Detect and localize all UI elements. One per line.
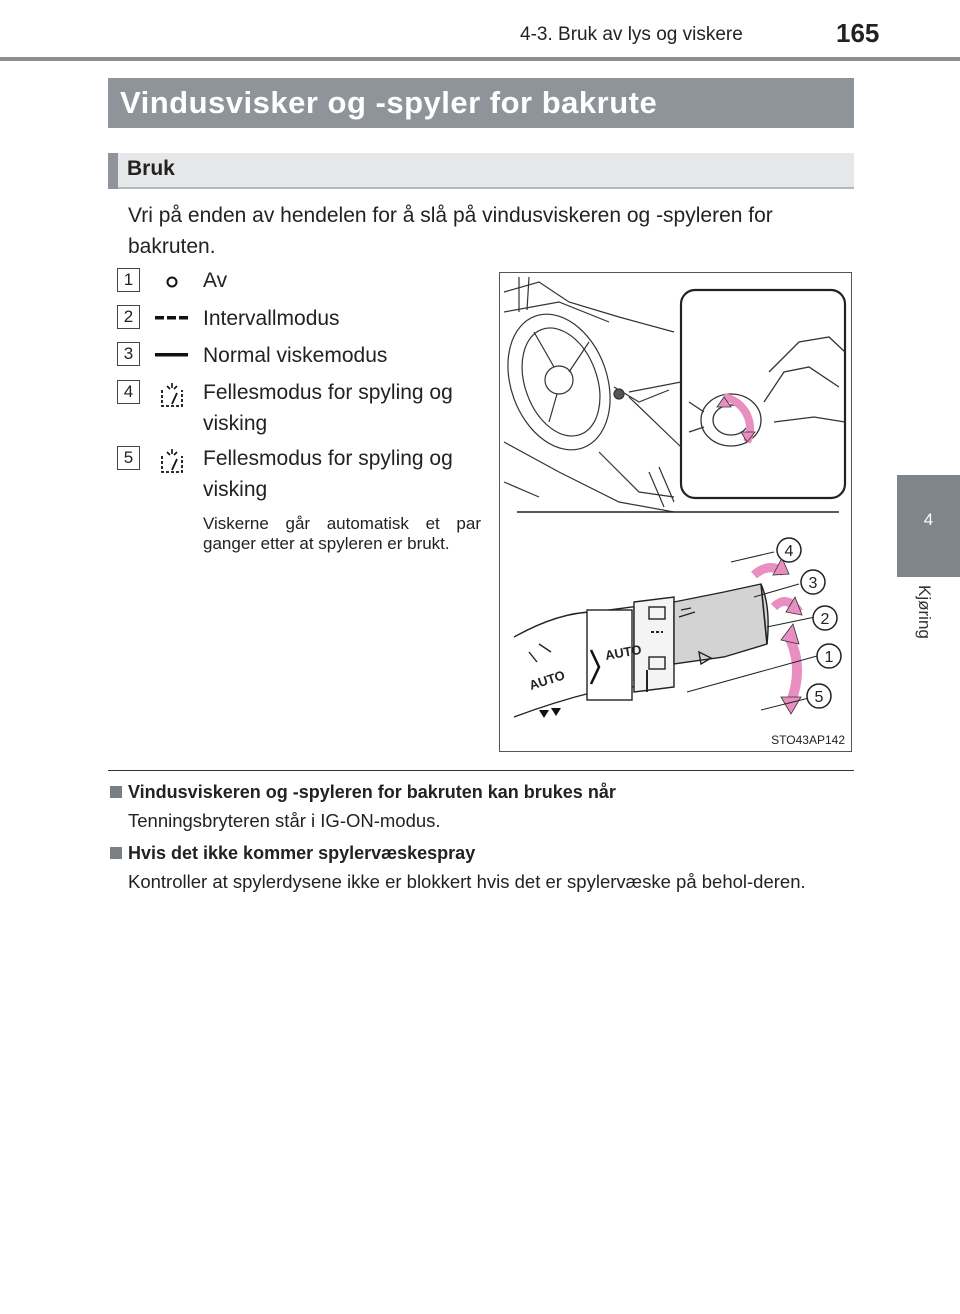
subheading-accent: [108, 153, 118, 189]
callout-2: [813, 606, 837, 630]
note-2-heading: Hvis det ikke kommer spylervæskespray: [110, 843, 475, 864]
auto-label: AUTO: [603, 641, 643, 663]
callout-number: 1: [824, 649, 834, 666]
normal-line-icon: [154, 349, 190, 361]
detail-inset: [681, 290, 845, 498]
chapter-number: 4: [923, 510, 934, 529]
mode-label: Fellesmodus for spyling og visking: [203, 447, 453, 501]
mode-label: Av: [203, 269, 228, 292]
mode-label: Fellesmodus for spyling og visking: [203, 381, 453, 435]
washer-wiper-icon: [158, 446, 186, 476]
washer-wiper-icon: [158, 380, 186, 410]
intro-paragraph: Vri på enden av hendelen for å slå på vindusviskeren og -spyleren for bakruten.: [128, 204, 773, 258]
callout-number: 2: [820, 611, 830, 628]
note-1-text: Tenningsbryteren står i IG-ON-modus.: [128, 810, 441, 831]
subheading-label: Bruk: [127, 157, 175, 180]
page-title: Vindusvisker og -spyler for bakrute: [108, 78, 854, 128]
mode-number: 3: [117, 342, 140, 366]
note-2-text: Kontroller at spylerdysene ikke er blokkert hvis det er spylervæske på behol-deren.: [128, 871, 806, 892]
mode-number: 1: [117, 268, 140, 292]
mode-number: 5: [117, 446, 140, 470]
mode-number: 4: [117, 380, 140, 404]
header-divider: [0, 57, 960, 61]
mode-label: Normal viskemodus: [203, 344, 388, 367]
page-number: 165: [836, 18, 880, 48]
mode-number: 2: [117, 305, 140, 329]
callout-number: 4: [784, 543, 794, 560]
intermittent-dashes-icon: [154, 312, 190, 324]
callout-3: [801, 570, 825, 594]
callout-4: [777, 538, 801, 562]
callout-number: 3: [808, 575, 818, 592]
note-1-heading: Vindusviskeren og -spyleren for bakruten kan brukes når: [110, 782, 616, 803]
square-bullet-icon: [110, 786, 122, 798]
callout-1: [817, 644, 841, 668]
section-divider: [108, 770, 854, 771]
mode5-note: Viskerne går automatisk et par ganger etter at spyleren er brukt.: [203, 514, 481, 553]
auto-label: AUTO: [527, 667, 567, 693]
illustration-code: STO43AP142: [771, 733, 845, 747]
wiper-lever-illustration: [499, 272, 852, 752]
header-section-title: 4-3. Bruk av lys og viskere: [520, 24, 743, 45]
chapter-label: Kjøring: [915, 585, 934, 639]
square-bullet-icon: [110, 847, 122, 859]
subheading-bar: [108, 153, 854, 189]
callout-number: 5: [814, 689, 824, 706]
callout-5: [807, 684, 831, 708]
off-circle-icon: [160, 272, 184, 292]
mode-label: Intervallmodus: [203, 307, 340, 330]
